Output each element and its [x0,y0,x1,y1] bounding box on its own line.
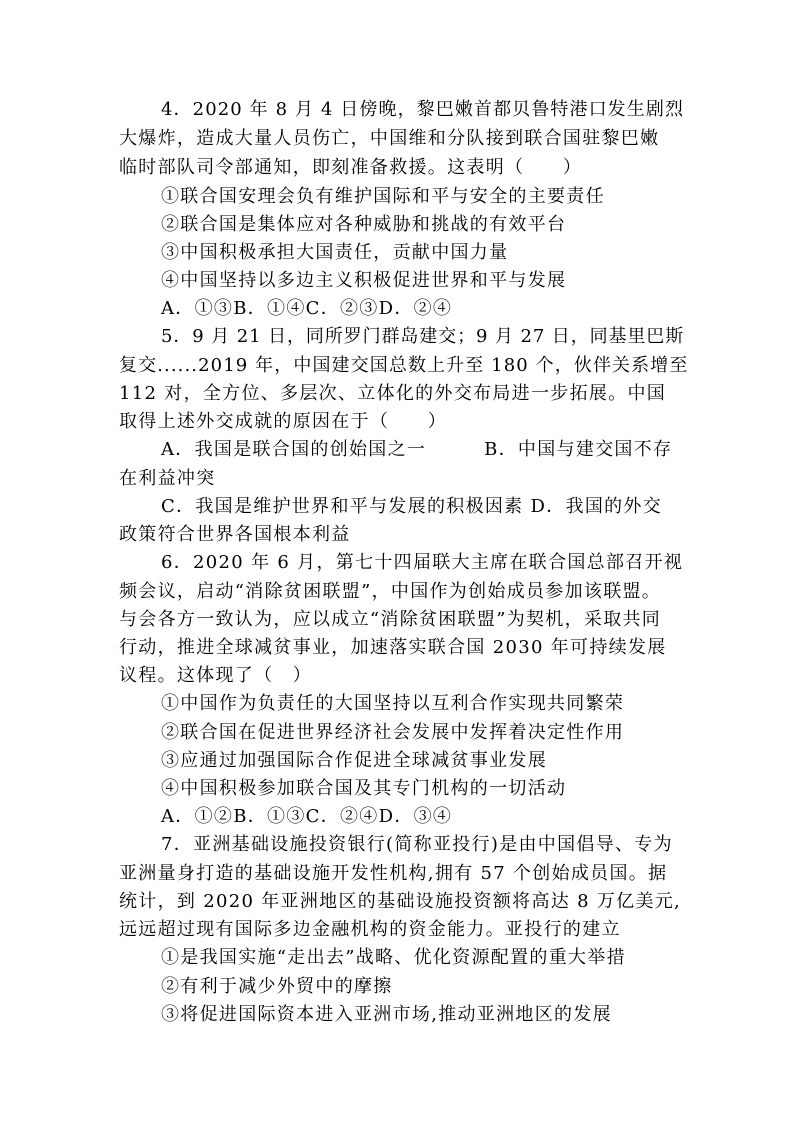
q7-item-2: ②有利于减少外贸中的摩擦 [161,976,393,997]
q7-item-1: ①是我国实施“走出去”战略、优化资源配置的重大举措 [161,947,626,968]
q7-stem-line-1: 7．亚洲基础设施投资银行(简称亚投行)是由中国倡导、专为 [161,834,673,855]
q6-stem-line-3: 与会各方一致认为，应以成立“消除贫困联盟”为契机，采取共同 [119,609,662,630]
q4-item-2: ②联合国是集体应对各种威胁和挑战的有效平台 [161,214,567,235]
q7-stem-line-2: 亚洲量身打造的基础设施开发性机构,拥有 57 个创始成员国。据 [119,863,668,884]
q4-options: A．①③B．①④C．②③D．②④ [161,298,453,319]
q6-item-2: ②联合国在促进世界经济社会发展中发挥着决定性作用 [161,722,625,743]
q7-stem-line-4: 远远超过现有国际多边金融机构的资金能力。亚投行的建立 [119,919,621,940]
q4-item-1: ①联合国安理会负有维护国际和平与安全的主要责任 [161,186,605,207]
q5-stem-line-1: 5．9 月 21 日，同所罗门群岛建交；9 月 27 日，同基里巴斯 [161,326,685,347]
q6-stem-line-1: 6．2020 年 6 月，第七十四届联大主席在联合国总部召开视 [161,552,684,573]
q4-stem-line-1: 4．2020 年 8 月 4 日傍晚，黎巴嫩首都贝鲁特港口发生剧烈 [161,99,685,120]
q5-option-line-1: A．我国是联合国的创始国之一 B．中国与建交国不存 [161,439,673,460]
q4-item-3: ③中国积极承担大国责任，贡献中国力量 [161,242,509,263]
q6-item-3: ③应通过加强国际合作促进全球减贫事业发展 [161,750,547,771]
q5-option-line-2: 在利益冲突 [119,468,216,489]
q6-stem-line-5: 议程。这体现了（ ） [119,665,312,686]
q5-stem-line-2: 复交......2019 年，中国建交国总数上升至 180 个，伙伴关系增至 [119,355,689,376]
q4-stem-line-3: 临时部队司令部通知，即刻准备救援。这表明（ ） [119,157,583,178]
q7-stem-line-3: 统计，到 2020 年亚洲地区的基础设施投资额将高达 8 万亿美元, [119,891,682,912]
q5-option-line-3: C．我国是维护世界和平与发展的积极因素 D．我国的外交 [161,496,663,517]
q5-stem-line-4: 取得上述外交成就的原因在于（ ） [119,411,448,432]
q4-stem-line-2: 大爆炸，造成大量人员伤亡，中国维和分队接到联合国驻黎巴嫩 [119,128,660,149]
q4-item-4: ④中国坚持以多边主义积极促进世界和平与发展 [161,270,567,291]
q6-stem-line-4: 行动，推进全球减贫事业，加速落实联合国 2030 年可持续发展 [119,637,667,658]
q5-option-line-4: 政策符合世界各国根本利益 [119,524,351,545]
q6-options: A．①②B．①③C．②④D．③④ [161,806,453,827]
q6-stem-line-2: 频会议，启动“消除贫困联盟”，中国作为创始成员参加该联盟。 [119,581,662,602]
q7-item-3: ③将促进国际资本进入亚洲市场,推动亚洲地区的发展 [161,1004,612,1025]
q6-item-1: ①中国作为负责任的大国坚持以互利合作实现共同繁荣 [161,693,625,714]
q6-item-4: ④中国积极参加联合国及其专门机构的一切活动 [161,778,567,799]
q5-stem-line-3: 112 对，全方位、多层次、立体化的外交布局进一步拓展。中国 [119,383,667,404]
